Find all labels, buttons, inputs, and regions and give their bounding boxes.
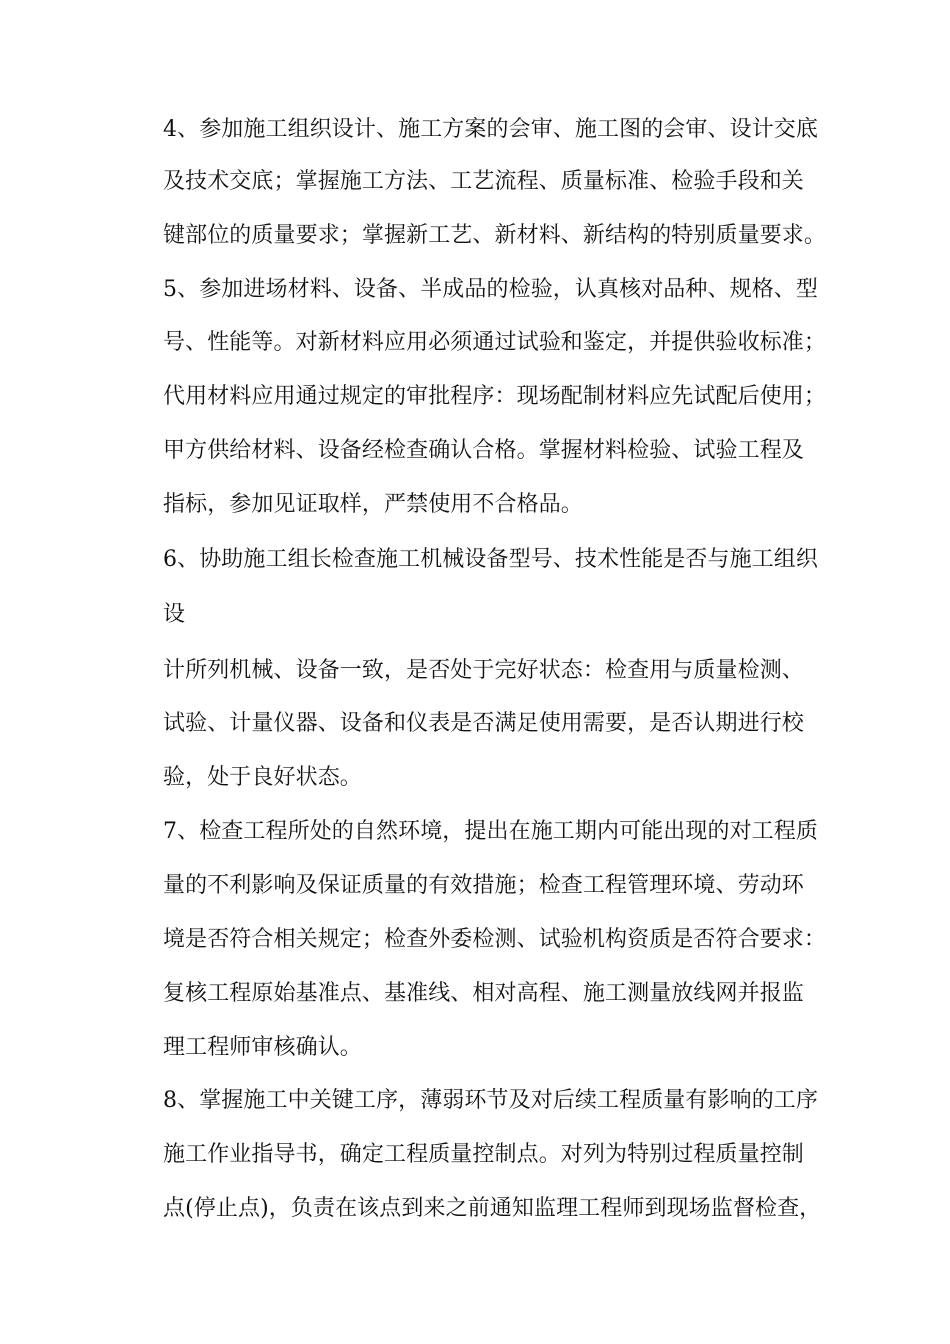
text-line: 点(停止点)，负责在该点到来之前通知监理工程师到现场监督检查， xyxy=(163,1196,822,1221)
text-line: 甲方供给材料、设备经检查确认合格。掌握材料检验、试验工程及 xyxy=(163,438,804,463)
text-line: 境是否符合相关规定；检查外委检测、试验机构资质是否符合要求： xyxy=(163,927,827,952)
text-line: 8、掌握施工中关键工序，薄弱环节及对后续工程质量有影响的工序 xyxy=(163,1088,818,1113)
text-line: 6、协助施工组长检查施工机械设备型号、技术性能是否与施工组织 xyxy=(163,547,818,572)
text-line: 设 xyxy=(163,602,186,627)
text-line: 复核工程原始基准点、基准线、相对高程、施工测量放线网并报监 xyxy=(163,981,804,1006)
text-line: 7、检查工程所处的自然环境，提出在施工期内可能出现的对工程质 xyxy=(163,819,818,844)
text-line: 号、性能等。对新材料应用必须通过试验和鉴定，并提供验收标准； xyxy=(163,330,827,355)
text-line: 5、参加进场材料、设备、半成品的检验，认真核对品种、规格、型 xyxy=(163,277,818,302)
text-line: 4、参加施工组织设计、施工方案的会审、施工图的会审、设计交底 xyxy=(163,117,818,142)
text-line: 试验、计量仪器、设备和仪表是否满足使用需要，是否认期进行校 xyxy=(163,711,804,736)
text-line: 代用材料应用通过规定的审批程序：现场配制材料应先试配后使用； xyxy=(163,384,827,409)
text-line: 验，处于良好状态。 xyxy=(163,765,362,790)
text-line: 理工程师审核确认。 xyxy=(163,1035,362,1060)
text-line: 指标，参加见证取样，严禁使用不合格品。 xyxy=(163,492,583,517)
text-line: 及技术交底；掌握施工方法、工艺流程、质量标准、检验手段和关 xyxy=(163,169,804,194)
text-line: 计所列机械、设备一致，是否处于完好状态：检查用与质量检测、 xyxy=(163,658,804,683)
text-line: 键部位的质量要求；掌握新工艺、新材料、新结构的特别质量要求。 xyxy=(163,223,827,248)
text-line: 量的不利影响及保证质量的有效措施；检查工程管理环境、劳动环 xyxy=(163,873,804,898)
text-line: 施工作业指导书，确定工程质量控制点。对列为特别过程质量控制 xyxy=(163,1142,804,1167)
